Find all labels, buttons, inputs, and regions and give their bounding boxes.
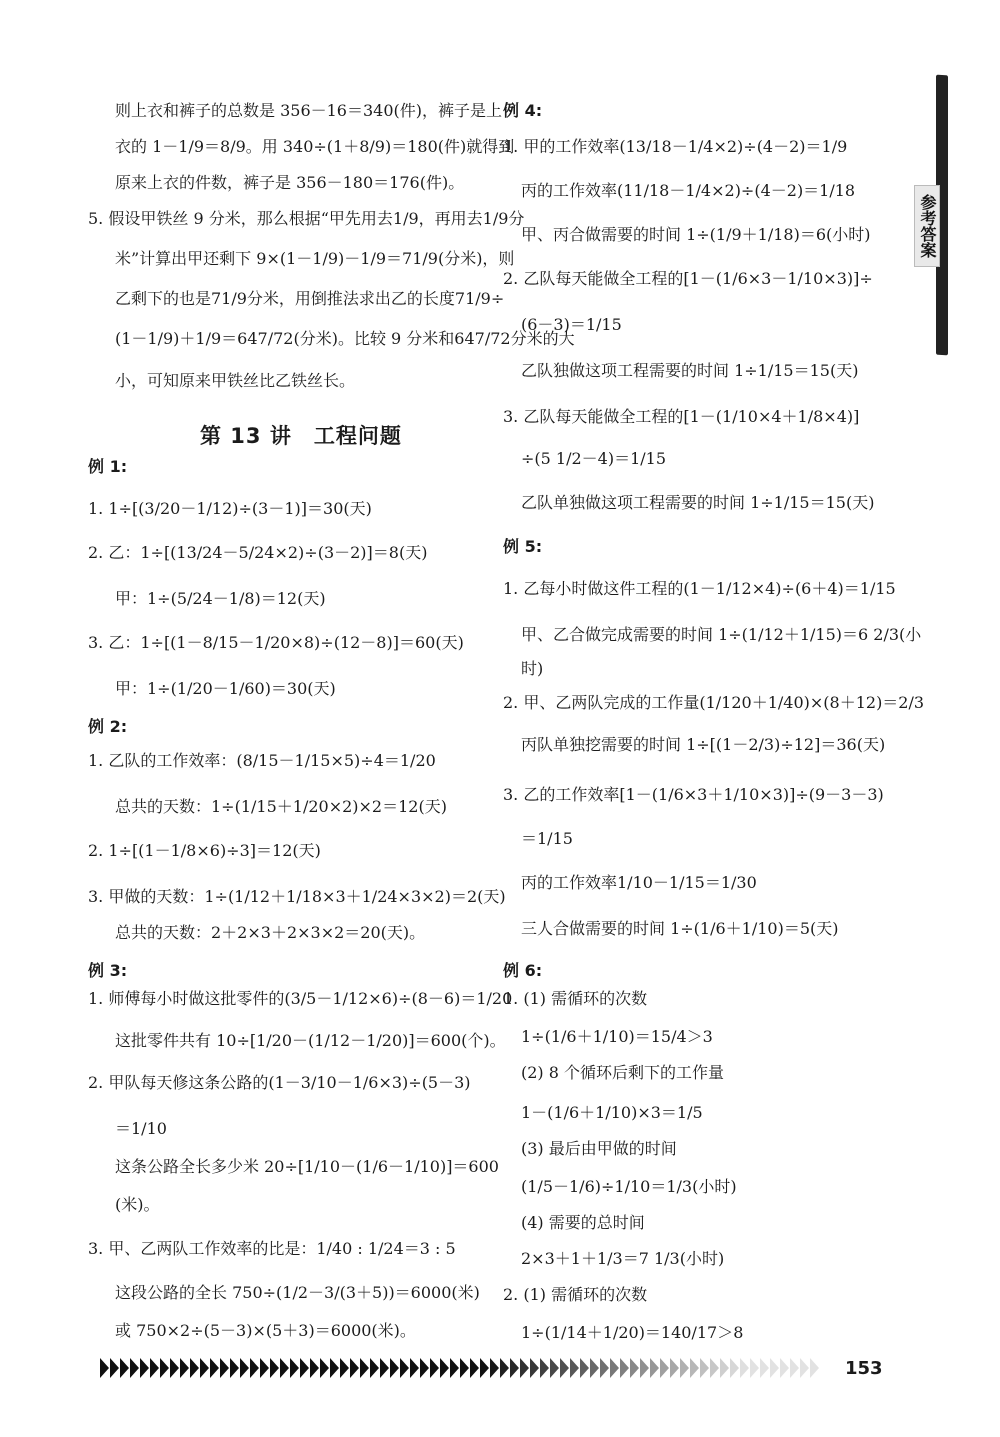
answer-line: 乙队单独做这项工程需要的时间 1÷1/15＝15(天) — [521, 493, 875, 512]
answer-line: (6－3)＝1/15 — [521, 315, 622, 334]
footer-arrow-bar — [100, 1358, 830, 1382]
answer-line: 2. 乙：1÷[(13/24－5/24×2)÷(3－2)]＝8(天) — [88, 543, 428, 562]
footer-arrow-icon — [480, 1358, 489, 1378]
footer-arrow-icon — [200, 1358, 209, 1378]
footer-arrow-icon — [170, 1358, 179, 1378]
footer-arrow-icon — [670, 1358, 679, 1378]
footer-arrow-icon — [560, 1358, 569, 1378]
answer-line: 乙剩下的也是71/9分米，用倒推法求出乙的长度71/9÷ — [115, 289, 505, 308]
footer-arrow-icon — [730, 1358, 739, 1378]
footer-arrow-icon — [280, 1358, 289, 1378]
answer-line: 1. 甲的工作效率(13/18－1/4×2)÷(4－2)＝1/9 — [503, 137, 848, 156]
answer-line: 米”计算出甲还剩下 9×(1－1/9)－1/9＝71/9(分米)，则 — [115, 249, 515, 268]
answer-line: 3. 乙队每天能做全工程的[1－(1/10×4＋1/8×4)] — [503, 407, 860, 426]
footer-arrow-icon — [410, 1358, 419, 1378]
footer-arrow-icon — [420, 1358, 429, 1378]
footer-arrow-icon — [540, 1358, 549, 1378]
footer-arrow-icon — [740, 1358, 749, 1378]
footer-arrow-icon — [520, 1358, 529, 1378]
answer-line: 3. 甲、乙两队工作效率的比是：1/40 : 1/24＝3 : 5 — [88, 1239, 456, 1258]
answer-line: 1. 乙队的工作效率：(8/15－1/15×5)÷4＝1/20 — [88, 751, 436, 770]
side-tab-label: 参考答案 — [914, 185, 940, 267]
footer-arrow-icon — [270, 1358, 279, 1378]
footer-arrow-icon — [440, 1358, 449, 1378]
footer-arrow-icon — [550, 1358, 559, 1378]
answer-line: 1÷(1/14＋1/20)＝140/17＞8 — [521, 1323, 744, 1342]
answer-line: 时) — [521, 659, 544, 678]
side-tab — [908, 75, 958, 355]
answer-line: ＝1/10 — [115, 1119, 167, 1138]
answer-line: 则上衣和裤子的总数是 356－16＝340(件)，裤子是上 — [115, 101, 503, 120]
footer-arrow-icon — [780, 1358, 789, 1378]
footer-arrow-icon — [190, 1358, 199, 1378]
footer-arrow-icon — [640, 1358, 649, 1378]
answer-line: (2) 8 个循环后剩下的工作量 — [521, 1063, 725, 1082]
footer-arrow-icon — [290, 1358, 299, 1378]
footer-arrow-icon — [370, 1358, 379, 1378]
footer-arrow-icon — [470, 1358, 479, 1378]
footer-arrow-icon — [650, 1358, 659, 1378]
answer-line: 2. 甲队每天修这条公路的(1－3/10－1/6×3)÷(5－3) — [88, 1073, 471, 1092]
footer-arrow-icon — [260, 1358, 269, 1378]
footer-arrow-icon — [590, 1358, 599, 1378]
answer-line: (3) 最后由甲做的时间 — [521, 1139, 677, 1158]
answer-line: 甲：1÷(1/20－1/60)＝30(天) — [115, 679, 336, 698]
footer-arrow-icon — [810, 1358, 819, 1378]
answer-line: 丙队单独挖需要的时间 1÷[(1－2/3)÷12]＝36(天) — [521, 735, 886, 754]
footer-arrow-icon — [760, 1358, 769, 1378]
footer-arrow-icon — [680, 1358, 689, 1378]
answer-line: 这段公路的全长 750÷(1/2－3/(3＋5))＝6000(米) — [115, 1283, 480, 1302]
footer-arrow-icon — [110, 1358, 119, 1378]
answer-line: 3. 乙：1÷[(1－8/15－1/20×8)÷(12－8)]＝60(天) — [88, 633, 464, 652]
answer-line: (米)。 — [115, 1195, 160, 1214]
answer-line: 2. 1÷[(1－1/8×6)÷3]＝12(天) — [88, 841, 321, 860]
answer-line: 3. 甲做的天数：1÷(1/12＋1/18×3＋1/24×3×2)＝2(天) — [88, 887, 506, 906]
answer-line: 原来上衣的件数，裤子是 356－180＝176(件)。 — [115, 173, 465, 192]
footer-arrow-icon — [390, 1358, 399, 1378]
footer-arrow-icon — [700, 1358, 709, 1378]
example-heading: 例 6: — [503, 961, 543, 980]
answer-line: 乙队独做这项工程需要的时间 1÷1/15＝15(天) — [521, 361, 859, 380]
answer-line: 甲、乙合做完成需要的时间 1÷(1/12＋1/15)＝6 2/3(小 — [521, 625, 922, 644]
answer-line: 1. 乙每小时做这件工程的(1－1/12×4)÷(6＋4)＝1/15 — [503, 579, 896, 598]
footer-arrow-icon — [660, 1358, 669, 1378]
answer-line: 1. 1÷[(3/20－1/12)÷(3－1)]＝30(天) — [88, 499, 372, 518]
footer-arrow-icon — [210, 1358, 219, 1378]
answer-line: 3. 乙的工作效率[1－(1/6×3＋1/10×3)]÷(9－3－3) — [503, 785, 884, 804]
answer-line: 2. 乙队每天能做全工程的[1－(1/6×3－1/10×3)]÷ — [503, 269, 873, 288]
footer-arrow-icon — [800, 1358, 809, 1378]
answer-line: 丙的工作效率1/10－1/15＝1/30 — [521, 873, 757, 892]
footer-arrow-icon — [460, 1358, 469, 1378]
footer-arrow-icon — [530, 1358, 539, 1378]
footer-arrow-icon — [600, 1358, 609, 1378]
footer-arrow-icon — [580, 1358, 589, 1378]
footer-arrow-icon — [100, 1358, 109, 1378]
answer-line: 1－(1/6＋1/10)×3＝1/5 — [521, 1103, 703, 1122]
footer-arrow-icon — [300, 1358, 309, 1378]
footer-arrow-icon — [450, 1358, 459, 1378]
footer-arrow-icon — [120, 1358, 129, 1378]
footer-arrow-icon — [130, 1358, 139, 1378]
lesson-title: 第 13 讲 工程问题 — [200, 424, 402, 448]
example-heading: 例 5: — [503, 537, 543, 556]
answer-line: 2×3＋1＋1/3＝7 1/3(小时) — [521, 1249, 725, 1268]
footer-arrow-icon — [140, 1358, 149, 1378]
footer-arrow-icon — [230, 1358, 239, 1378]
footer-arrow-icon — [220, 1358, 229, 1378]
answer-line: 小，可知原来甲铁丝比乙铁丝长。 — [115, 371, 356, 390]
footer-arrow-icon — [340, 1358, 349, 1378]
answer-line: ＝1/15 — [521, 829, 573, 848]
answer-line: 或 750×2÷(5－3)×(5＋3)＝6000(米)。 — [115, 1321, 416, 1340]
footer-arrow-icon — [570, 1358, 579, 1378]
answer-line: 2. (1) 需循环的次数 — [503, 1285, 648, 1304]
example-heading: 例 3: — [88, 961, 128, 980]
answer-line: 总共的天数：1÷(1/15＋1/20×2)×2＝12(天) — [115, 797, 447, 816]
example-heading: 例 2: — [88, 717, 128, 736]
footer-arrow-icon — [500, 1358, 509, 1378]
footer-arrow-icon — [160, 1358, 169, 1378]
footer-arrow-icon — [510, 1358, 519, 1378]
footer-arrow-icon — [710, 1358, 719, 1378]
answer-line: 1. 师傅每小时做这批零件的(3/5－1/12×6)÷(8－6)＝1/20 — [88, 989, 513, 1008]
answer-line: (1－1/9)＋1/9＝647/72(分米)。比较 9 分米和647/72分米的大 — [115, 329, 575, 348]
answer-line: 总共的天数：2＋2×3＋2×3×2＝20(天)。 — [115, 923, 426, 942]
answer-line: ÷(5 1/2－4)＝1/15 — [521, 449, 667, 468]
footer-arrow-icon — [620, 1358, 629, 1378]
answer-line: (4) 需要的总时间 — [521, 1213, 645, 1232]
footer-arrow-icon — [630, 1358, 639, 1378]
example-heading: 例 1: — [88, 457, 128, 476]
footer-arrow-icon — [610, 1358, 619, 1378]
footer-arrow-icon — [790, 1358, 799, 1378]
footer-arrow-icon — [490, 1358, 499, 1378]
footer-arrow-icon — [320, 1358, 329, 1378]
footer-arrow-icon — [180, 1358, 189, 1378]
footer-arrow-icon — [360, 1358, 369, 1378]
footer-arrow-icon — [250, 1358, 259, 1378]
footer-arrow-icon — [770, 1358, 779, 1378]
answer-line: 1. (1) 需循环的次数 — [503, 989, 648, 1008]
footer-arrow-icon — [380, 1358, 389, 1378]
footer-arrow-icon — [720, 1358, 729, 1378]
answer-line: 丙的工作效率(11/18－1/4×2)÷(4－2)＝1/18 — [521, 181, 856, 200]
answer-line: 2. 甲、乙两队完成的工作量(1/120＋1/40)×(8＋12)＝2/3 — [503, 693, 925, 712]
answer-line: 这批零件共有 10÷[1/20－(1/12－1/20)]＝600(个)。 — [115, 1031, 506, 1050]
footer-arrow-icon — [750, 1358, 759, 1378]
footer-arrow-icon — [310, 1358, 319, 1378]
footer-arrow-icon — [690, 1358, 699, 1378]
footer-arrow-icon — [350, 1358, 359, 1378]
footer-arrow-icon — [240, 1358, 249, 1378]
answer-line: 5. 假设甲铁丝 9 分米，那么根据“甲先用去1/9，再用去1/9分 — [88, 209, 525, 228]
answer-line: 衣的 1－1/9＝8/9。用 340÷(1＋8/9)＝180(件)就得到 — [115, 137, 515, 156]
answer-line: 甲、丙合做需要的时间 1÷(1/9＋1/18)＝6(小时) — [521, 225, 871, 244]
answer-line: (1/5－1/6)÷1/10＝1/3(小时) — [521, 1177, 737, 1196]
footer-arrow-icon — [400, 1358, 409, 1378]
answer-line: 这条公路全长多少米 20÷[1/10－(1/6－1/10)]＝600 — [115, 1157, 499, 1176]
footer-arrow-icon — [330, 1358, 339, 1378]
answer-line: 三人合做需要的时间 1÷(1/6＋1/10)＝5(天) — [521, 919, 839, 938]
footer-arrow-icon — [430, 1358, 439, 1378]
example-heading: 例 4: — [503, 101, 543, 120]
answer-line: 甲：1÷(5/24－1/8)＝12(天) — [115, 589, 326, 608]
footer-arrow-icon — [150, 1358, 159, 1378]
answer-line: 1÷(1/6＋1/10)＝15/4＞3 — [521, 1027, 713, 1046]
page-number: 153 — [845, 1358, 883, 1379]
